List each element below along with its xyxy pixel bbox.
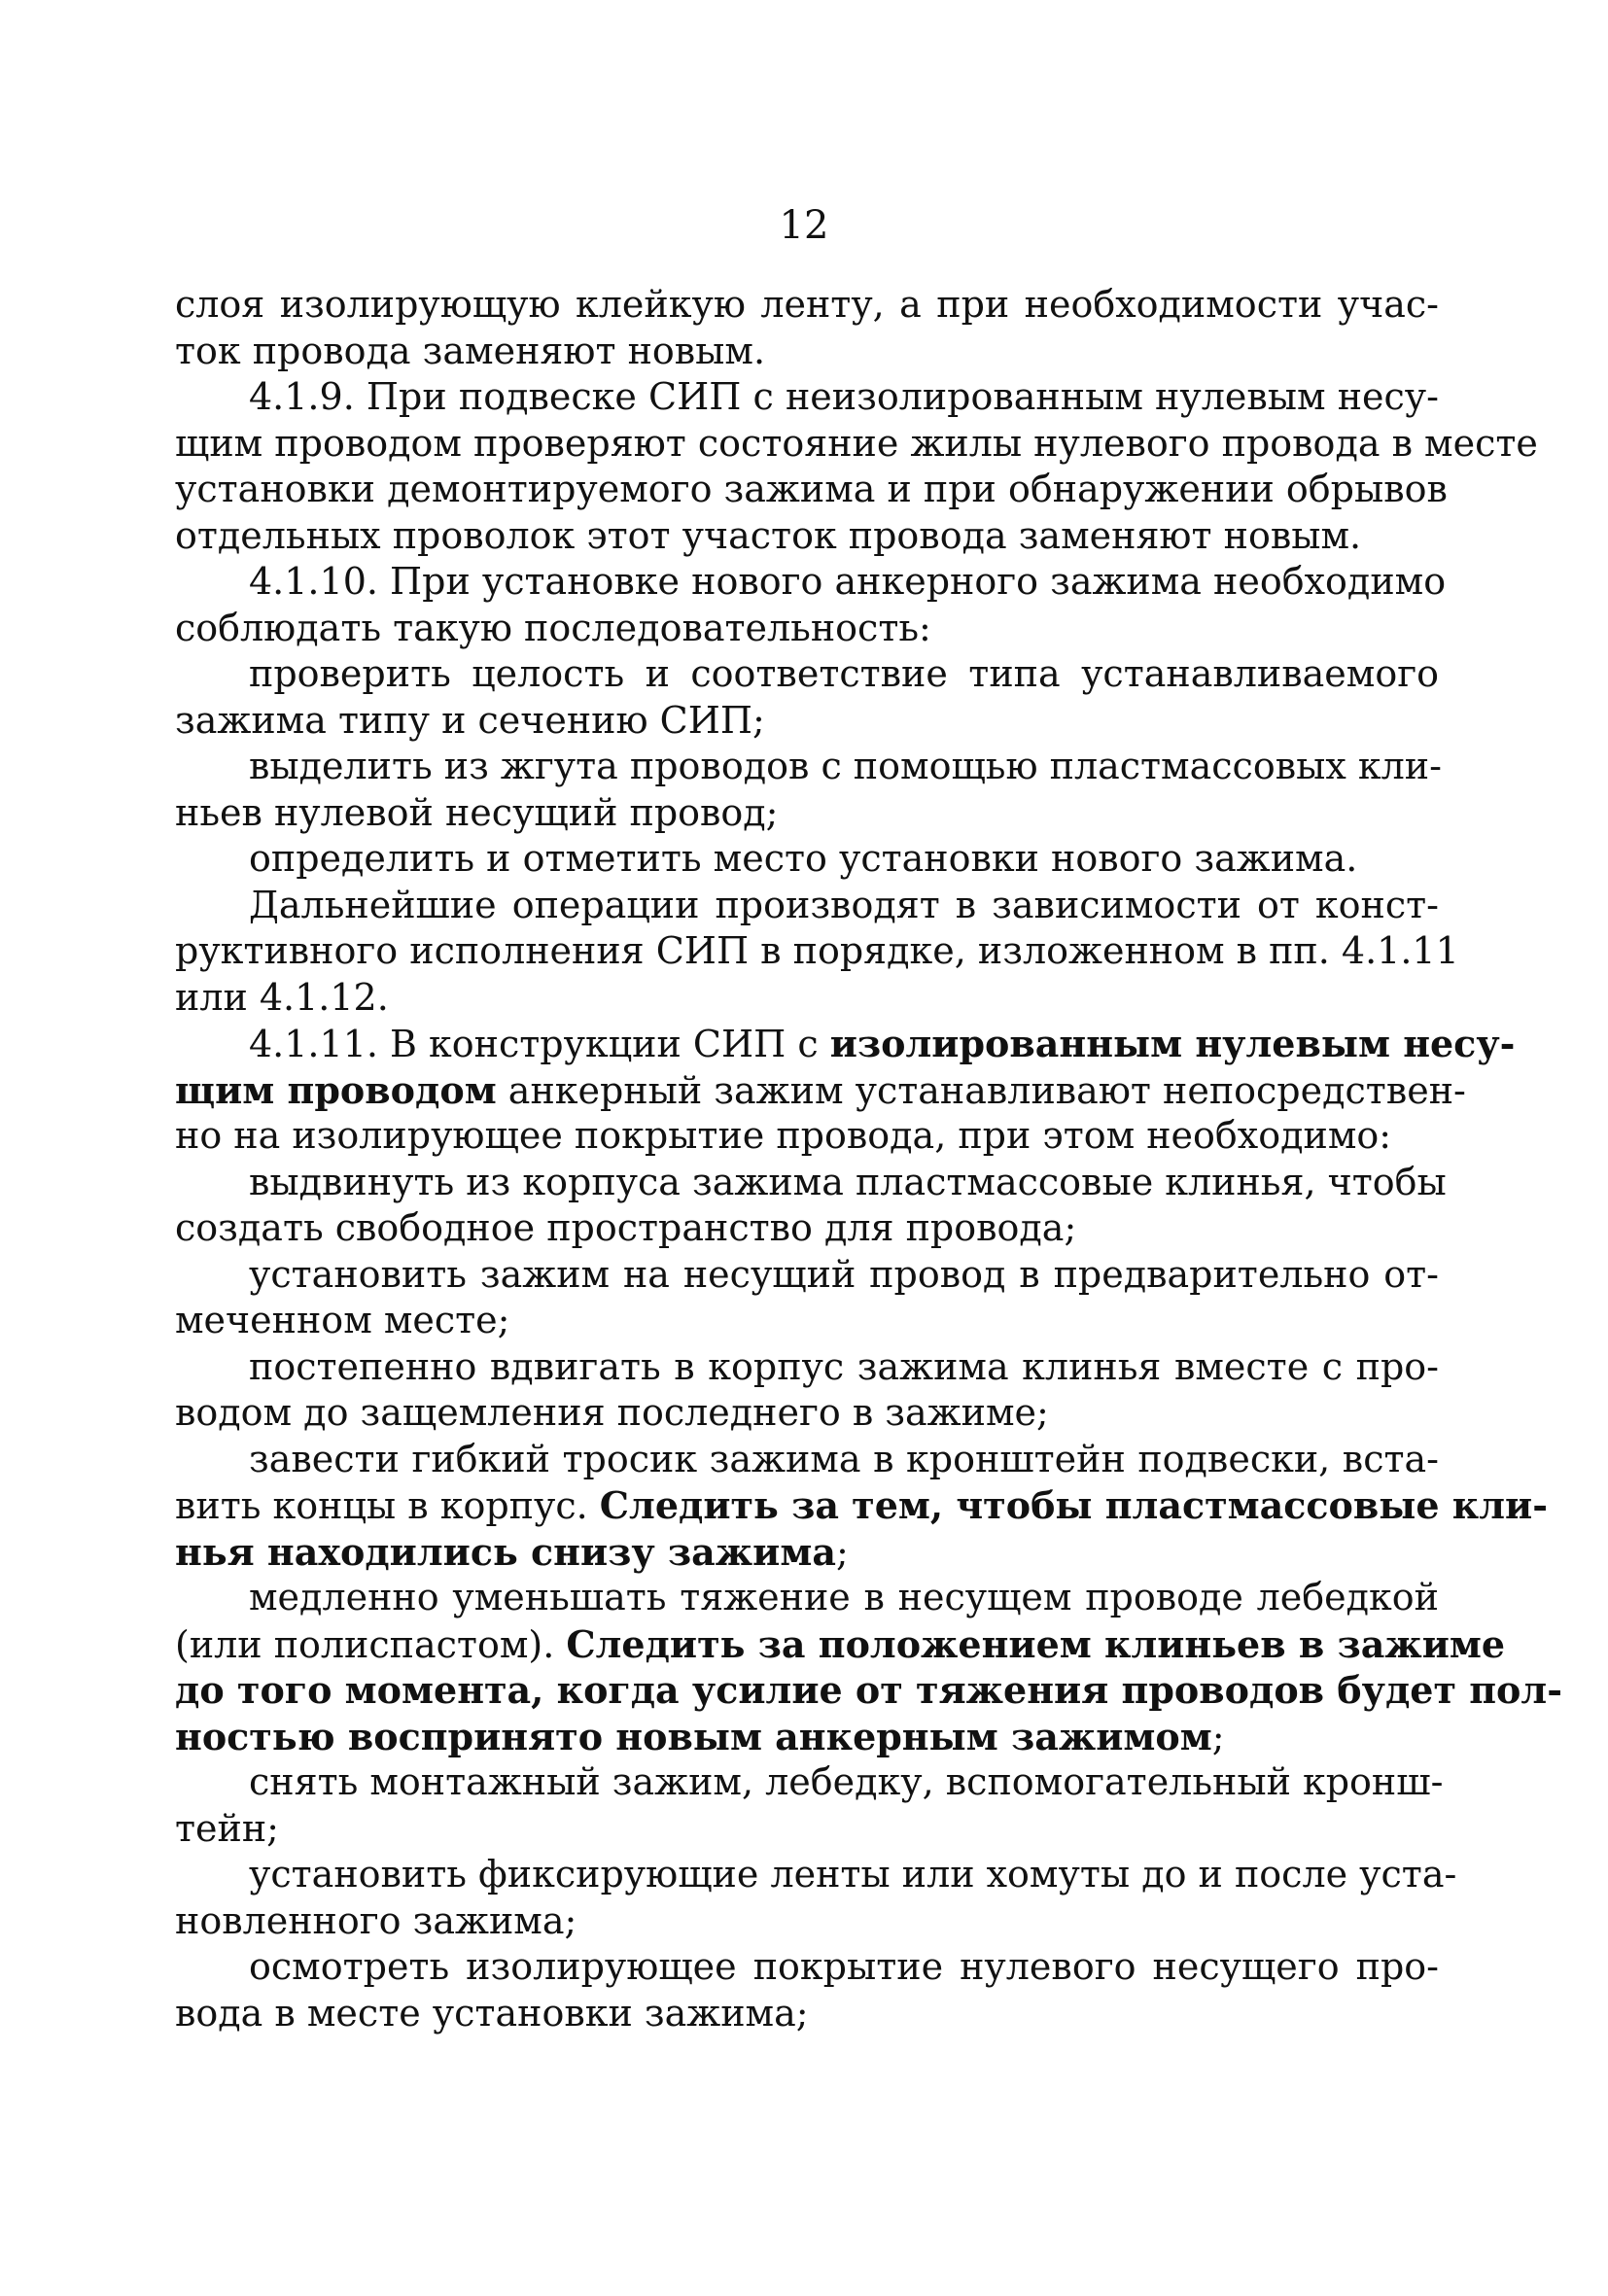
text-line — [175, 1852, 1457, 1898]
text-line — [175, 421, 1538, 468]
text-line — [175, 606, 1439, 652]
text-span: меченном месте; — [175, 1299, 510, 1341]
text-span: выделить из жгута проводов с помощью пластмассовых кли- — [249, 745, 1442, 787]
text-line — [175, 1714, 1439, 1760]
text-span: установить зажим на несущий провод в предварительно от- — [249, 1252, 1439, 1296]
text-span: анкерный зажим устанавливают непосредствен- — [496, 1068, 1466, 1112]
text-span: установить фиксирующие ленты или хомуты до и после уста- — [249, 1853, 1457, 1896]
text-line — [175, 1529, 1439, 1576]
text-line — [175, 1067, 1466, 1114]
text-span: Дальнейшие операции производят в зависимости от конст- — [249, 883, 1439, 926]
text-line — [175, 698, 1439, 745]
bold-text: изолированным нулевым несу- — [829, 1022, 1516, 1065]
text-line — [175, 1021, 1516, 1067]
text-line — [175, 883, 1439, 929]
text-line — [175, 1298, 1439, 1344]
text-line — [175, 1898, 1439, 1945]
text-line — [175, 836, 1439, 883]
text-span: 4.1.9. При подвеске СИП с неизолированным нулевым несу- — [249, 375, 1439, 418]
text-span: вить концы в корпус. — [175, 1484, 600, 1527]
text-span: определить и отметить место установки нового зажима. — [249, 837, 1358, 880]
body-text — [175, 282, 1562, 2036]
text-span: установки демонтируемого зажима и при обнаружении обрывов — [175, 468, 1448, 510]
text-line — [175, 1991, 1439, 2037]
text-span: или 4.1.12. — [175, 975, 389, 1019]
text-line — [175, 1667, 1562, 1714]
bold-text: щим проводом — [175, 1067, 497, 1112]
text-span: постепенно вдвигать в корпус зажима клинья вместе с про- — [249, 1344, 1439, 1388]
text-span: зажима типу и сечению СИП; — [175, 698, 765, 742]
text-span: ток провода заменяют новым. — [175, 329, 766, 372]
text-span: соблюдать такую последовательность: — [175, 606, 931, 649]
text-line — [175, 1759, 1444, 1806]
text-span: ; — [1211, 1715, 1225, 1758]
text-line — [175, 1160, 1447, 1206]
text-span: проверить целость и соответствие типа устанавливаемого — [249, 652, 1439, 695]
text-span: 4.1.10. При установке нового анкерного зажима необходимо — [249, 560, 1447, 603]
text-line — [175, 975, 1439, 1022]
text-line — [175, 744, 1442, 790]
bold-text: Следить за тем, чтобы пластмассовые кли- — [599, 1483, 1548, 1527]
text-span: ньев нулевой несущий провод; — [175, 790, 779, 834]
bold-text: нья находились снизу зажима — [175, 1529, 836, 1574]
text-line — [175, 651, 1439, 698]
bold-text: ностью воспринято новым анкерным зажимом — [175, 1714, 1212, 1758]
text-span: отдельных проволок этот участок провода заменяют новым. — [175, 513, 1362, 557]
text-span: (или полиспастом). — [175, 1622, 567, 1666]
text-span: снять монтажный зажим, лебедку, вспомогательный кронш- — [249, 1760, 1444, 1803]
text-line — [175, 928, 1459, 975]
text-span: вода в месте установки зажима; — [175, 1991, 809, 2035]
text-line — [175, 1437, 1439, 1483]
bold-text: до того момента, когда усилие от тяжения проводов будет пол- — [175, 1668, 1562, 1712]
text-line — [175, 1344, 1439, 1391]
text-span: создать свободное пространство для провода; — [175, 1206, 1077, 1249]
text-line — [175, 282, 1439, 329]
text-span: 4.1.11. В конструкции СИП с — [249, 1023, 830, 1065]
text-line — [175, 1252, 1439, 1299]
text-line — [175, 1482, 1548, 1529]
text-span: медленно уменьшать тяжение в несущем проводе лебедкой — [249, 1576, 1439, 1618]
text-line — [175, 559, 1447, 606]
text-line — [175, 1205, 1439, 1252]
text-span: руктивного исполнения СИП в порядке, изложенном в пп. 4.1.11 — [175, 929, 1459, 972]
text-line — [175, 329, 1439, 375]
text-line — [175, 513, 1439, 560]
text-span: слоя изолирующую клейкую ленту, а при необходимости учас- — [175, 283, 1439, 326]
text-line — [175, 467, 1448, 513]
text-span: новленного зажима; — [175, 1898, 577, 1942]
text-span: ; — [836, 1530, 849, 1574]
text-line — [175, 790, 1439, 837]
text-line — [175, 1806, 1439, 1853]
text-span: щим проводом проверяют состояние жилы нулевого провода в месте — [175, 421, 1538, 465]
text-span: водом до защемления последнего в зажиме; — [175, 1391, 1049, 1434]
bold-text: Следить за положением клиньев в зажиме — [566, 1621, 1506, 1666]
text-span: тейн; — [175, 1806, 279, 1850]
text-line — [175, 1390, 1439, 1437]
text-line — [175, 1575, 1439, 1621]
text-span: завести гибкий тросик зажима в кронштейн подвески, вста- — [249, 1437, 1439, 1480]
text-line — [175, 374, 1439, 421]
text-line — [175, 1113, 1439, 1160]
text-span: но на изолирующее покрытие провода, при этом необходимо: — [175, 1114, 1392, 1157]
text-line — [175, 1621, 1506, 1668]
text-line — [175, 1944, 1439, 1991]
text-span: осмотреть изолирующее покрытие нулевого несущего про- — [249, 1945, 1439, 1988]
page-number: 12 — [779, 203, 829, 248]
text-span: выдвинуть из корпуса зажима пластмассовые клинья, чтобы — [249, 1160, 1447, 1203]
